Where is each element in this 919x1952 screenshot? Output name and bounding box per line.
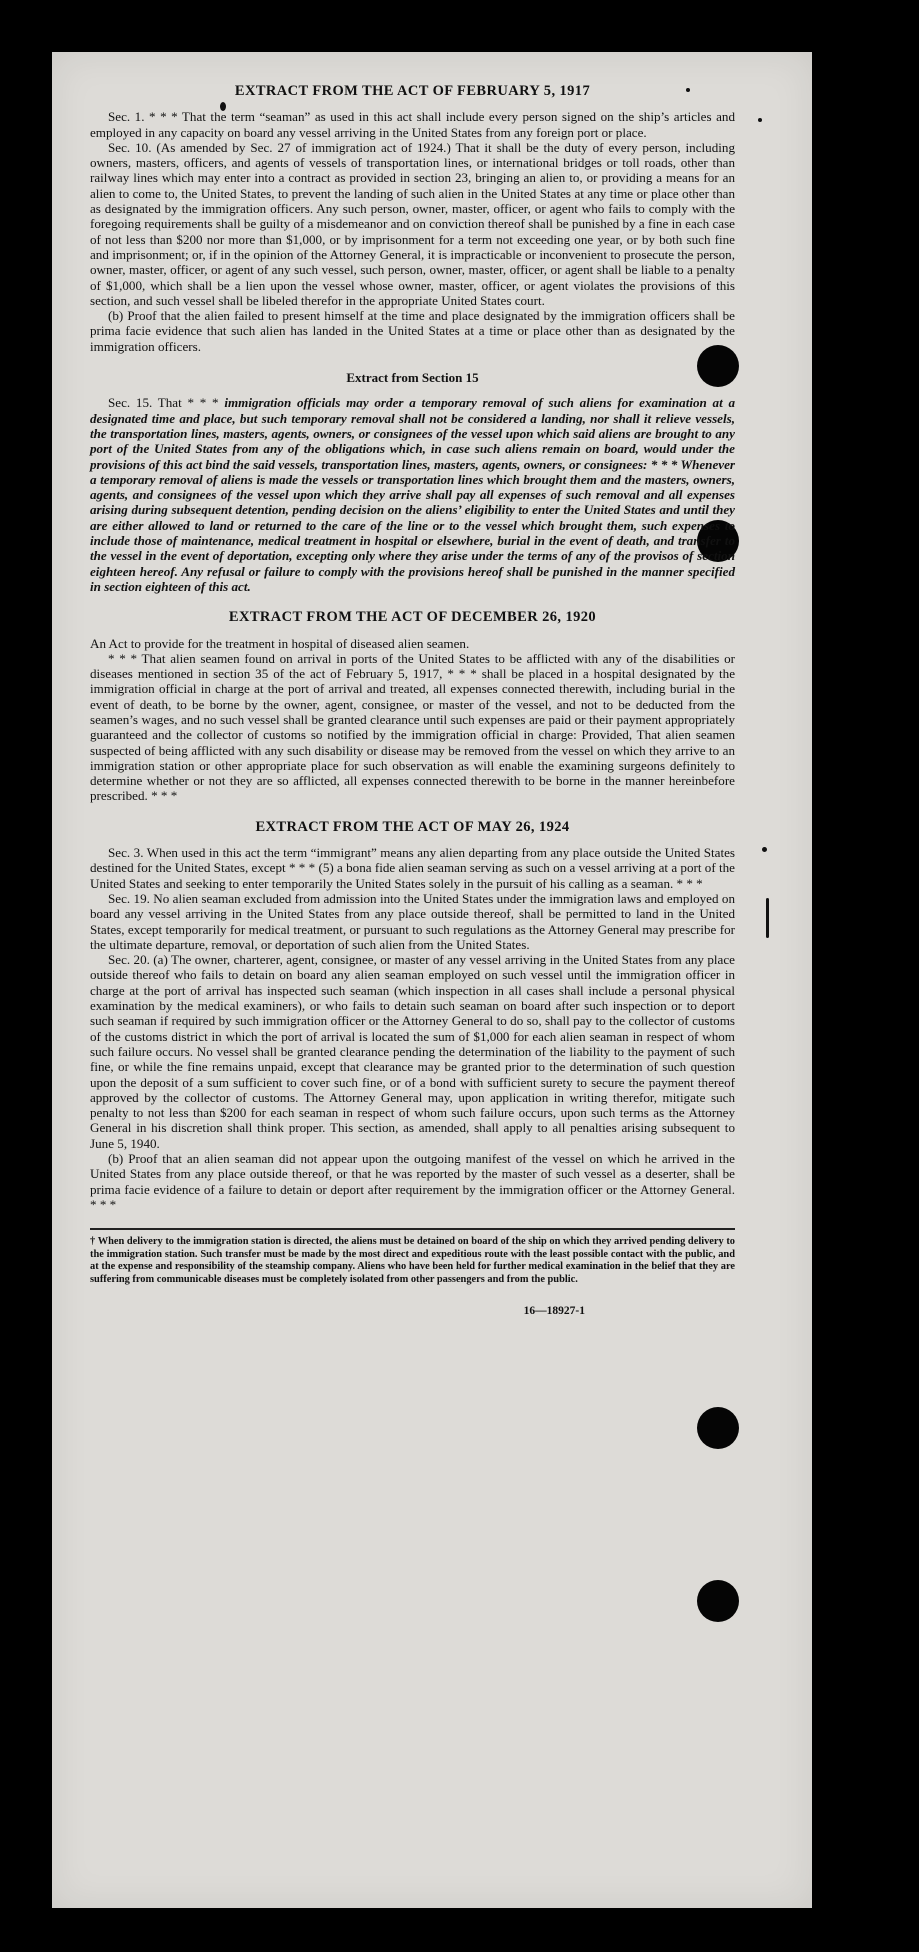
act-1917-section xyxy=(90,84,735,354)
ink-mark xyxy=(766,898,769,938)
ink-speck xyxy=(758,118,762,122)
act-1920-heading: EXTRACT FROM THE ACT OF DECEMBER 26, 1920 xyxy=(228,609,597,626)
act-1924-section xyxy=(90,820,735,1212)
form-number: 16—18927-1 xyxy=(523,1305,585,1318)
sec-10-paragraph: Sec. 10. (As amended by Sec. 27 of immigration act of 1924.) That it shall be the duty of every person, including owners, masters, officers, and agents of vessels of transportation lines, or international bridges or toll roads, other than railway lines which may enter into a contract as provided in section 23, bringing an alien to, or providing a means for an alien to come to, the United States, to prevent the landing of such alien in the United States at any time or place other than as designated by the immigration officers. Any such person, owner, master, officer, or agent who fails to comply with the foregoing requirements shall be guilty of a misdemeanor and on conviction thereof shall be punished by a fine in each case of not less than $200 nor more than $1,000, or by imprisonment for a term not exceeding one year, or by both such fine and imprisonment; or, if in the opinion of the Attorney General, it is impracticable or inconvenient to prosecute the person, owner, master, officer, or agent of any such vessel, such person, owner, master, officer, or agent shall be liable to a penalty of $1,000, which shall be a lien upon the vessel whose owner, master, officer, or agent violates the provisions of this section, and such vessel shall be libeled therefor in the appropriate United States court. xyxy=(90,139,735,308)
sec-15-section xyxy=(90,370,735,594)
ink-speck xyxy=(762,847,767,852)
sec-19-paragraph: Sec. 19. No alien seaman excluded from admission into the United States under the immigration laws and employed on board any vessel arriving in the United States from any place outside thereof, shall be permitted to land in the United States, except temporarily for medical treatment, or pursuant to such regulations as the Attorney General may prescribe for the ultimate departure, removal, or deportation of such alien from the United States. xyxy=(90,890,735,952)
sec-3-paragraph: Sec. 3. When used in this act the term “immigrant” means any alien departing from any place outside the United States destined for the United States, except * * * (5) a bona fide alien seaman serving as such on a vessel arriving at a port of the United States and seeking to enter temporarily the United States solely in the pursuit of his calling as a seaman. * * * xyxy=(90,845,735,891)
act-1920-title-paragraph: An Act to provide for the treatment in hospital of diseased alien seamen. xyxy=(90,635,470,651)
sec-20b-paragraph: (b) Proof that an alien seaman did not appear upon the outgoing manifest of the vessel on which he arrived in the United States from any place outside thereof, or that he was reported by the master of such vessel as a deserter, shall be prima facie evidence of a failure to detain or deport after requirement by the immigration officer or the Attorney General. * * * xyxy=(90,1151,735,1212)
sec-15-lead: Sec. 15. That * * * xyxy=(108,395,225,411)
footnote: † When delivery to the immigration station is directed, the aliens must be detained on board of the ship on which they arrived pending delivery to the immigration station. Such transfer must be made by the most direct and expeditious route with the least possible contact with the public, and at the expense and responsibility of the steamship company. Aliens who have been held for further medical examination in the belief that they are suffering from communicable diseases must be completely isolated from other passengers and from the public. xyxy=(90,1228,735,1286)
sec-20a-paragraph: Sec. 20. (a) The owner, charterer, agent, consignee, or master of any vessel arriving in the United States from any place outside thereof who fails to detain on board any alien seaman employed on such vessel until the immigration officer in charge at the port of arrival has inspected such seaman (which inspection in all cases shall include a personal physical examination by the medical examiners), or who fails to detain such seaman on board after such inspection or to deport such seaman if required by such immigration officer or the Attorney General to do so, shall pay to the collector of customs of the customs district in which the port of arrival is located the sum of $1,000 for each alien seaman in respect of whom such failure occurs. No vessel shall be granted clearance pending the determination of the liability to the payment of such fine, or while the fine remains unpaid, except that clearance may be granted prior to the determination of such question upon the deposit of a sum sufficient to cover such fine, or of a bond with sufficient surety to secure the payment thereof approved by the collector of customs. The Attorney General may, upon application in writing therefor, mitigate such penalty to not less than $200 for each seaman in respect of whom such failure occurs, upon such terms as the Attorney General in his discretion shall think proper. This section, as amended, shall apply to all penalties arising subsequent to June 5, 1940. xyxy=(90,952,735,1151)
act-1920-section xyxy=(90,610,735,804)
sec-1-paragraph: Sec. 1. * * * That the term “seaman” as used in this act shall include every person signed on the ship’s articles and employed in any capacity on board any vessel arriving in the United States from any foreign port or place. xyxy=(90,109,735,140)
act-1924-heading: EXTRACT FROM THE ACT OF MAY 26, 1924 xyxy=(255,818,570,835)
sec-10b-paragraph: (b) Proof that the alien failed to present himself at the time and place designated by the immigration officers shall be prima facie evidence that such alien has landed in the United States at a time or place other than as designated by the immigration officers. xyxy=(90,308,735,354)
sec-15-heading: Extract from Section 15 xyxy=(346,370,479,386)
punch-hole xyxy=(697,1407,739,1449)
sec-15-paragraph xyxy=(90,395,735,594)
document-body xyxy=(90,84,735,1319)
act-1917-heading: EXTRACT FROM THE ACT OF FEBRUARY 5, 1917 xyxy=(234,83,591,99)
punch-hole xyxy=(697,1580,739,1622)
sec-15-italic-text: immigration officials may order a temporary removal of such aliens for examination at a designated time and place, but such temporary removal shall not be considered a landing, nor shall it relieve vessels, the transportation lines, masters, agents, owners, or consignees of the vessel upon which said aliens are brought to any port of the United States from any of the obligations which, in case such aliens remain on board, would under the provisions of this act bind the said vessels, transportation lines, masters, agents, owners, or consignees: * * * Whenever a temporary removal of aliens is made the vessels or transportation lines which brought them and the masters, owners, agents, and consignees of the vessel upon which they arrive shall pay all expenses of such removal and all expenses arising during subsequent detention, pending decision on the aliens’ eligibility to enter the United States and until they are either allowed to land or returned to the care of the line or to the vessel which brought them, such expenses to include those of maintenance, medical treatment in hospital or elsewhere, burial in the event of death, and transfer to the vessel in the event of deportation, excepting only where they arise under the terms of any of the provisos of section eighteen hereof. Any refusal or failure to comply with the provisions hereof shall be punished in the manner specified in section eighteen of this act. xyxy=(90,395,735,594)
act-1920-paragraph: * * * That alien seamen found on arrival in ports of the United States to be afflicted with any of the disabilities or diseases mentioned in section 35 of the act of February 5, 1917, * * * shall be placed in a hospital designated by the immigration official in charge at the port of arrival and treated, all expenses connected therewith, including burial in the event of death, to be borne by the owner, agent, consignee, or master of the vessel, and not to be deducted from the seamen’s wages, and no such vessel shall be granted clearance until such expenses are paid or their payment appropriately guaranteed and the collector of customs so notified by the immigration official in charge: Provided, That alien seamen suspected of being afflicted with any such disability or disease may be removed from the vessel on which they arrive to an immigration station or other appropriate place for such observation as will enable the examining surgeons definitely to determine whether or not they are so afflicted, all expenses connected therewith to be borne in the manner hereinbefore prescribed. * * * xyxy=(90,650,735,804)
